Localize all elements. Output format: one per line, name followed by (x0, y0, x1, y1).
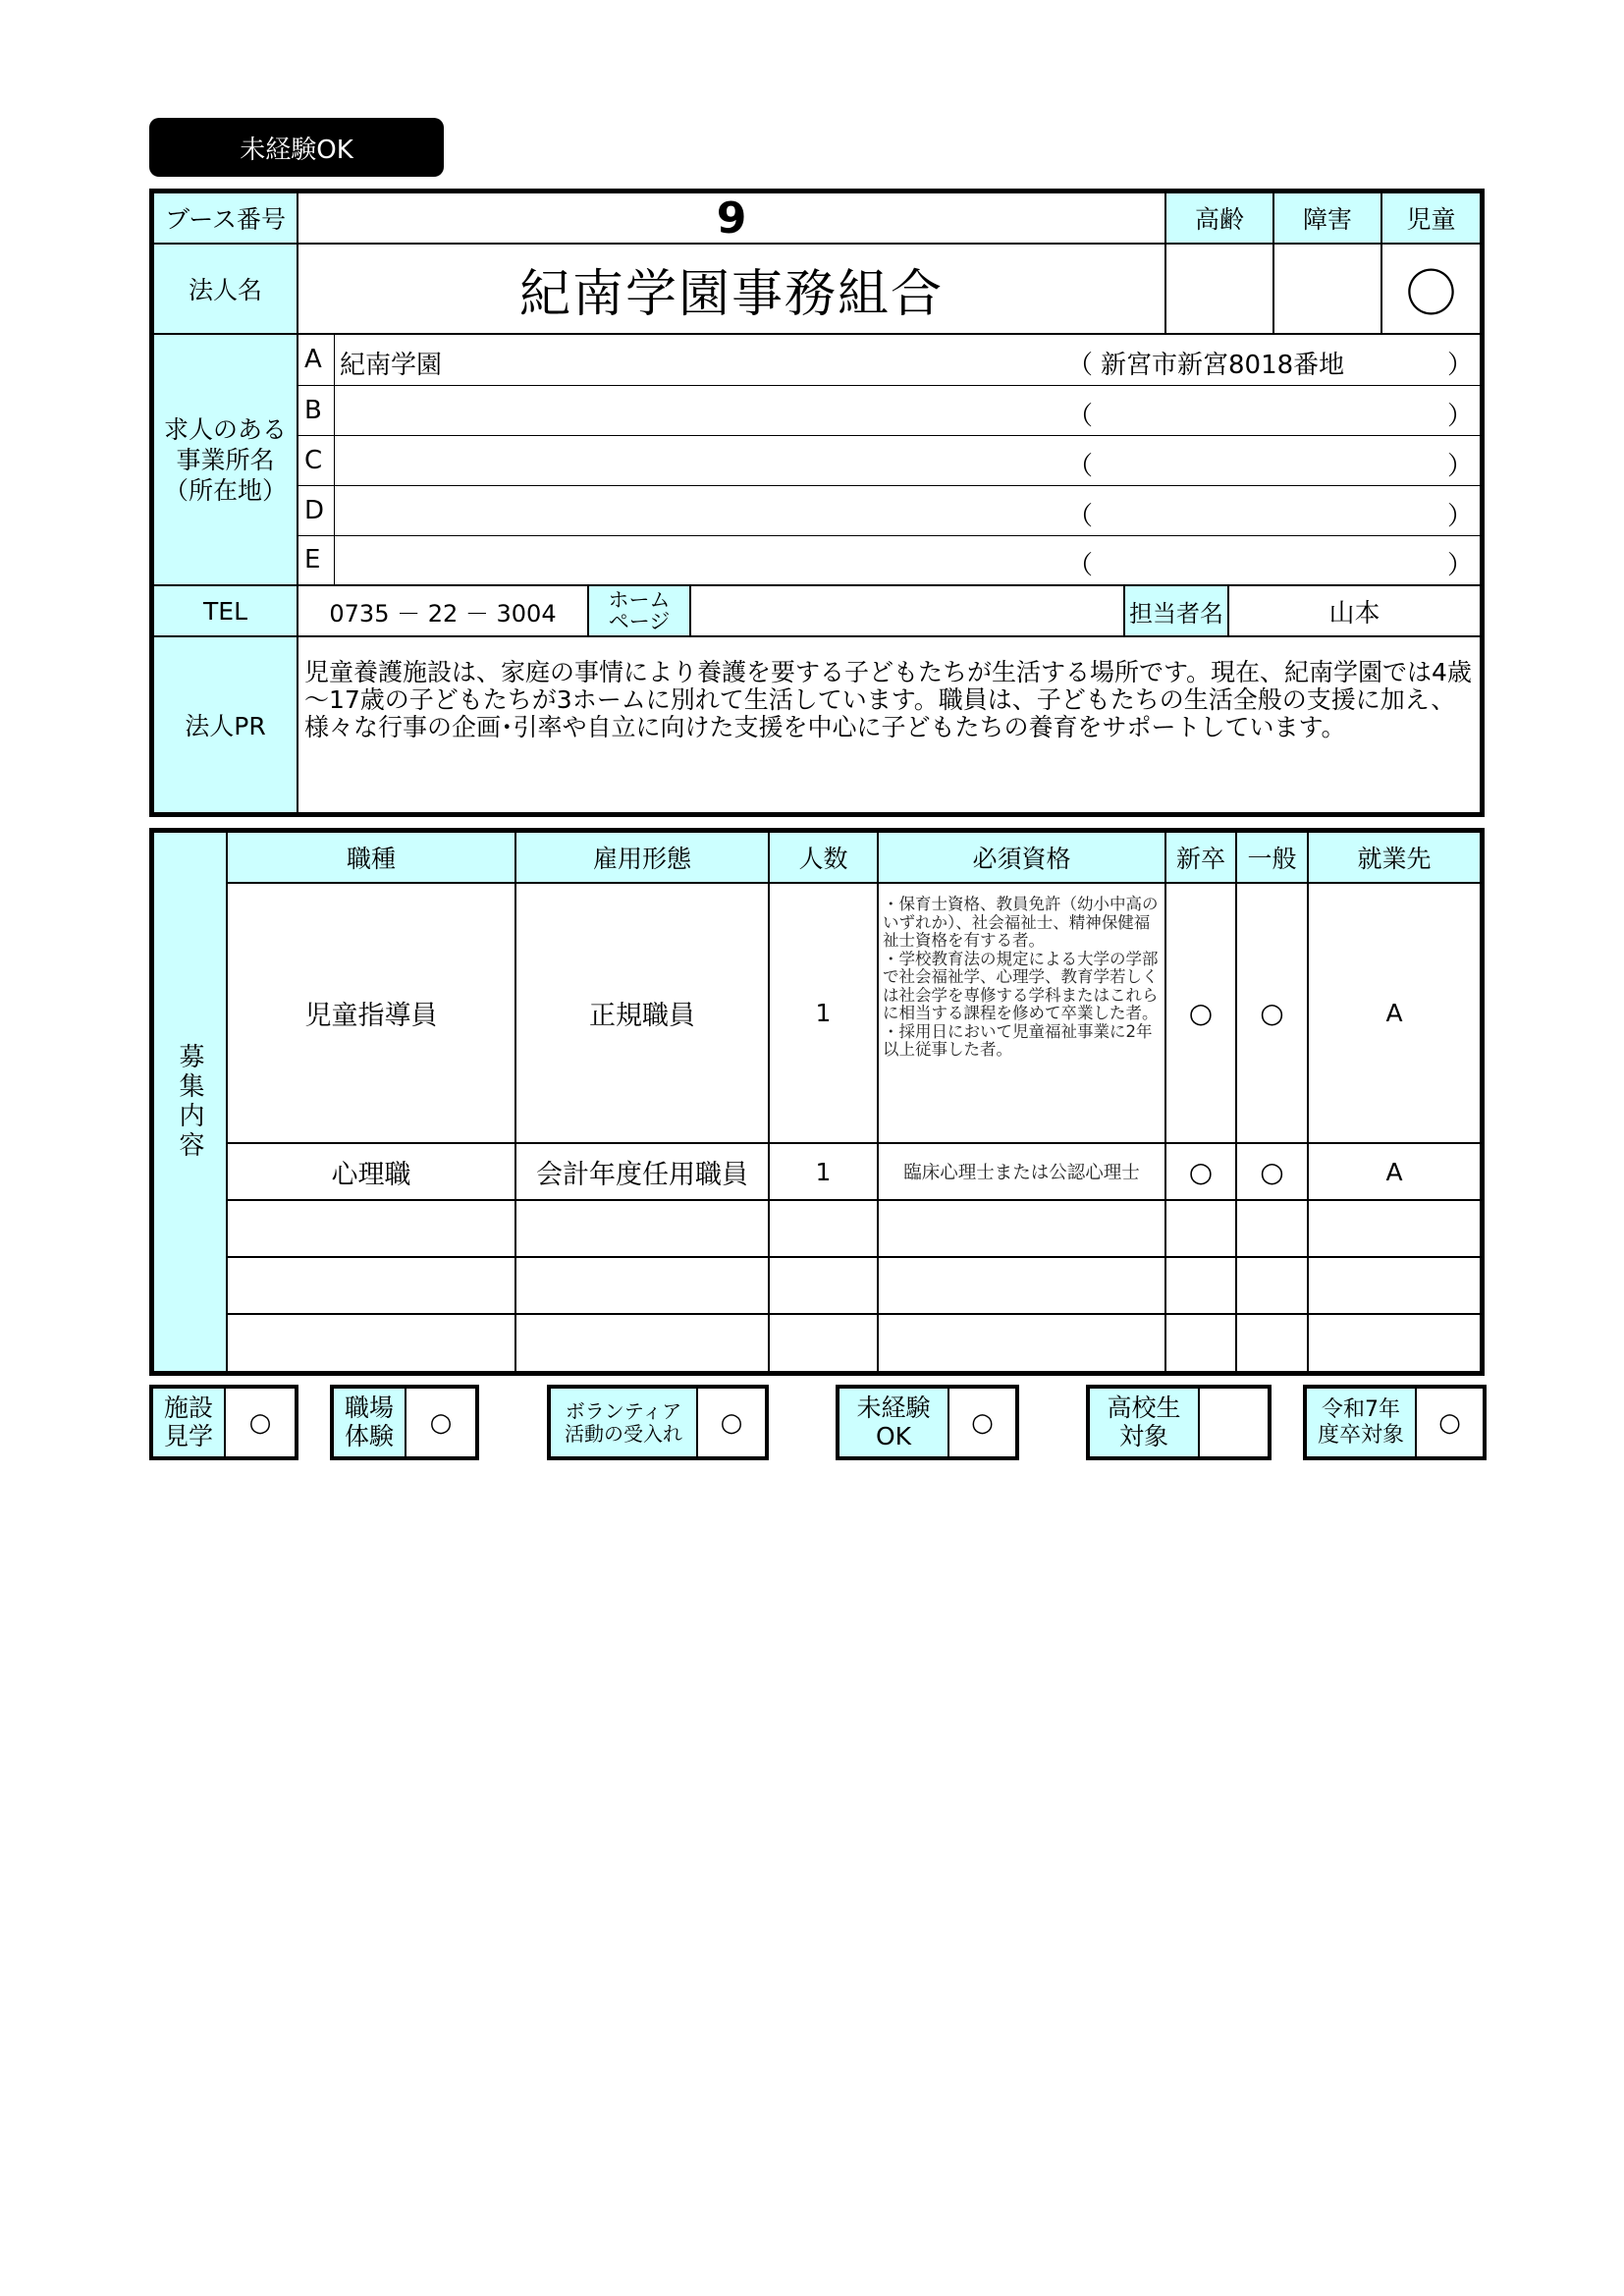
office-location-open: （ (1067, 351, 1094, 380)
option-label-line-2: 活動の受入れ (565, 1421, 682, 1446)
booth-number-label: ブース番号 (154, 193, 298, 245)
option-label-line-1: ボランティア (565, 1398, 682, 1423)
option-value: ○ (1438, 1407, 1461, 1438)
office-location-close: ） (1447, 502, 1474, 531)
office-location-close: ） (1447, 551, 1474, 580)
option-label-line-1: 令和7年 (1322, 1397, 1400, 1423)
homepage-value[interactable] (691, 586, 1125, 637)
tel-value: 0735 － 22 － 3004 (298, 586, 589, 637)
homepage-label-line-1: ホーム (608, 588, 671, 612)
row1-workplace: A (1309, 884, 1480, 1144)
office-letter: A (304, 345, 322, 374)
inexperienced-ok-badge: 未経験OK (149, 118, 444, 177)
option-label-line-1: 未経験 (856, 1393, 931, 1422)
header-workplace: 就業先 (1309, 833, 1480, 884)
office-letter: C (304, 446, 323, 475)
option-value: ○ (429, 1407, 453, 1438)
offices-label (154, 335, 298, 586)
category-elderly-label: 高齢 (1166, 193, 1274, 245)
header-employment: 雇用形態 (516, 833, 770, 884)
option-value: ○ (248, 1407, 272, 1438)
category-elderly-mark (1166, 245, 1274, 335)
office-letter: B (304, 396, 322, 425)
office-location-close: ） (1447, 452, 1474, 481)
office-row-c (298, 436, 1480, 486)
corp-name: 紀南学園事務組合 (298, 245, 1166, 335)
option-volunteer (547, 1385, 769, 1460)
homepage-label-line-2: ページ (608, 610, 671, 633)
option-value (1200, 1389, 1268, 1456)
option-facility-tour (149, 1385, 298, 1460)
office-location-close: ） (1447, 402, 1474, 431)
row1-new-grad: ○ (1166, 884, 1237, 1144)
row2-employment: 会計年度任用職員 (516, 1144, 770, 1201)
category-child-label: 児童 (1382, 193, 1480, 245)
category-child-mark: 〇 (1382, 245, 1480, 335)
option-inexperienced (836, 1385, 1019, 1460)
row2-new-grad: ○ (1166, 1144, 1237, 1201)
office-letter: E (304, 545, 321, 574)
office-row-b (298, 386, 1480, 436)
pr-label: 法人PR (154, 637, 298, 812)
office-row-a (298, 335, 1480, 386)
option-label-line-2: 見学 (163, 1421, 213, 1450)
person-value: 山本 (1229, 586, 1480, 637)
offices-label-line-3: （所在地） (163, 475, 287, 505)
option-label-line-1: 職場 (344, 1393, 394, 1422)
top-frame (149, 189, 1485, 817)
header-general: 一般 (1237, 833, 1309, 884)
category-disability-mark (1274, 245, 1382, 335)
row1-qualification: ・保育士資格、教員免許（幼小中高のいずれか）、社会福祉士、精神保健福祉士資格を有する者。 ・学校教育法の規定による大学の学部で社会福祉学、心理学、教育学若しくは社会学を専修する学科またはこれらに相当する課程を修めて卒業した者。 ・採用日において児童福祉事業に2年以上従事した者。 (879, 884, 1166, 1144)
office-row-d (298, 486, 1480, 536)
row2-qualification: 臨床心理士または公認心理士 (879, 1144, 1166, 1201)
option-reiwa7-graduates (1303, 1385, 1487, 1460)
option-label-line-2: 度卒対象 (1317, 1422, 1404, 1448)
header-qualification: 必須資格 (879, 833, 1166, 884)
option-work-experience (330, 1385, 479, 1460)
offices-list (298, 335, 1480, 586)
office-name: 紀南学園 (340, 351, 443, 380)
office-location-open: （ (1067, 452, 1094, 481)
row1-count: 1 (770, 884, 879, 1144)
option-value: ○ (720, 1407, 743, 1438)
header-job: 職種 (228, 833, 516, 884)
office-location-open: （ (1067, 551, 1094, 580)
empty-row-4 (228, 1258, 1480, 1315)
office-row-e (298, 536, 1480, 584)
row1-job: 児童指導員 (228, 884, 516, 1144)
option-label-line-1: 施設 (163, 1393, 213, 1422)
header-count: 人数 (770, 833, 879, 884)
corp-name-label: 法人名 (154, 245, 298, 335)
row1-employment: 正規職員 (516, 884, 770, 1144)
row2-general: ○ (1237, 1144, 1309, 1201)
row2-count: 1 (770, 1144, 879, 1201)
booth-number: 9 (298, 193, 1166, 245)
option-label-line-2: OK (875, 1421, 912, 1450)
office-location: 新宮市新宮8018番地 (1101, 351, 1345, 380)
row2-job: 心理職 (228, 1144, 516, 1201)
option-high-school (1086, 1385, 1272, 1460)
header-new-grad: 新卒 (1166, 833, 1237, 884)
recruit-section-label: 募集内容 (175, 1043, 204, 1161)
offices-label-line-2: 事業所名 (176, 445, 275, 474)
office-letter: D (304, 496, 325, 525)
option-label-line-1: 高校生 (1107, 1393, 1181, 1422)
office-location-open: （ (1067, 502, 1094, 531)
pr-text: 児童養護施設は、家庭の事情により養護を要する子どもたちが生活する場所です。現在、紀南学園では4歳～17歳の子どもたちが3ホームに別れて生活しています。職員は、子どもたちの生活全般の支援に加え、様々な行事の企画･引率や自立に向けた支援を中心に子どもたちの養育をサポートしています。 (304, 658, 1472, 741)
office-location-close: ） (1447, 351, 1474, 380)
tel-label: TEL (154, 586, 298, 637)
person-label: 担当者名 (1125, 586, 1229, 637)
category-disability-label: 障害 (1274, 193, 1382, 245)
empty-row-5 (228, 1315, 1480, 1371)
option-label-line-2: 体験 (344, 1421, 394, 1450)
offices-label-line-1: 求人のある (163, 414, 287, 444)
row1-general: ○ (1237, 884, 1309, 1144)
office-location-open: （ (1067, 402, 1094, 431)
option-value: ○ (971, 1407, 994, 1438)
option-label-line-2: 対象 (1118, 1421, 1168, 1450)
row2-workplace: A (1309, 1144, 1480, 1201)
empty-row-3 (228, 1201, 1480, 1258)
recruit-frame (149, 828, 1485, 1376)
homepage-label (589, 586, 691, 637)
